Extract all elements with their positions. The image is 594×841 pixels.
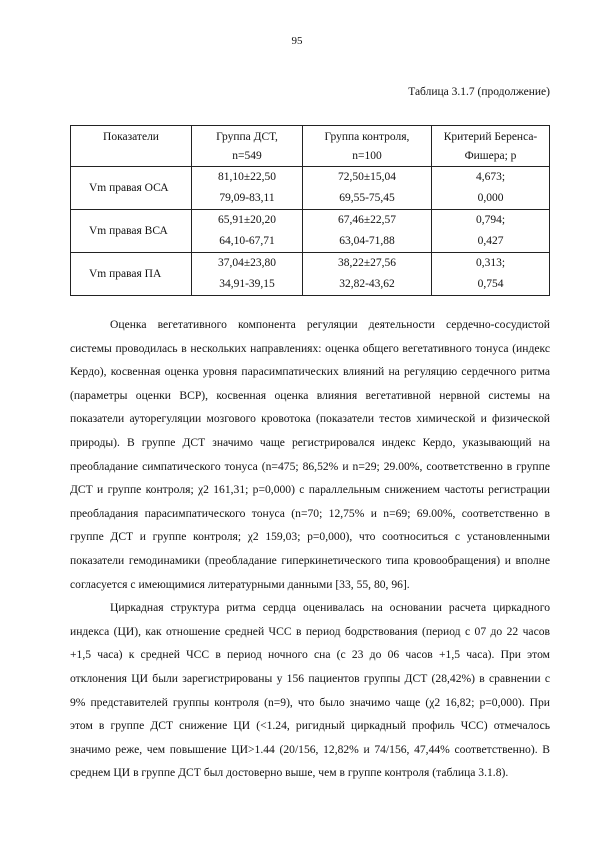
cell-control [303, 253, 432, 296]
page-number: 95 [291, 35, 303, 47]
cell-value: 32,82-43,62 [339, 278, 395, 290]
cell-value: 0,427 [477, 235, 504, 247]
table-caption: Таблица 3.1.7 (продолжение) [408, 86, 550, 98]
cell-value: 34,91-39,15 [219, 278, 275, 290]
cell-dst [192, 210, 303, 253]
column-header-indicators [71, 126, 192, 167]
cell-value: 0,000 [477, 192, 504, 204]
cell-value: 72,50±15,04 [337, 171, 397, 183]
cell-value: 0,313; [475, 257, 506, 269]
cell-value: 4,673; [475, 171, 506, 183]
cell-criterion [432, 210, 550, 253]
cell-value: 81,10±22,50 [217, 171, 277, 183]
column-header-line: Группа ДСТ, [216, 131, 278, 143]
column-header-line: n=100 [352, 150, 382, 162]
column-header-line: Группа контроля, [324, 131, 410, 143]
column-header-dst-group [192, 126, 303, 167]
column-header-criterion [432, 126, 550, 167]
cell-value: 64,10-67,71 [219, 235, 275, 247]
cell-criterion [432, 167, 550, 210]
cell-value: 38,22±27,56 [337, 257, 397, 269]
table-header-row [71, 126, 550, 167]
table-row [71, 210, 550, 253]
cell-value: 67,46±22,57 [337, 214, 397, 226]
row-label: Vm правая ПА [71, 253, 192, 296]
column-header-control-group [303, 126, 432, 167]
paragraph: Циркадная структура ритма сердца оценивалась на основании расчета циркадного индекса (ЦИ), как отношение средней ЧСС в период бодрствования (период с 07 до 22 часов +1,5 часа) к средней ЧСС в период ночного сна (с 23 до 06 часов +1,5 часа). При этом отклонения ЦИ были зарегистрированы у 156 пациентов группы ДСТ (28,42%) в сравнении с 9% представителей группы контроля (n=9), что было значимо чаще (χ2 16,82; p=0,000). При этом в группе ДСТ снижение ЦИ (<1.24, ригидный циркадный профиль ЧСС) отмечалось значимо реже, чем повышение ЦИ>1.44 (20/156, 12,82% и 74/156, 47,44% соответственно). В среднем ЦИ в группе ДСТ был достоверно выше, чем в группе контроля (таблица 3.1.8). [70, 601, 550, 780]
body-text [70, 313, 550, 785]
table-row [71, 167, 550, 210]
cell-value: 0,794; [475, 214, 506, 226]
data-table [70, 125, 550, 296]
cell-value: 63,04-71,88 [339, 235, 395, 247]
row-label: Vm правая ОСА [71, 167, 192, 210]
cell-value: 79,09-83,11 [219, 192, 275, 204]
column-header-line: Показатели [103, 131, 159, 143]
cell-dst [192, 167, 303, 210]
cell-value: 65,91±20,20 [217, 214, 277, 226]
cell-value: 0,754 [477, 278, 504, 290]
column-header-line: n=549 [232, 150, 262, 162]
cell-control [303, 210, 432, 253]
column-header-line: Фишера; p [464, 150, 517, 162]
column-header-line: Критерий Беренса- [443, 131, 538, 143]
cell-dst [192, 253, 303, 296]
cell-value: 37,04±23,80 [217, 257, 277, 269]
paragraph: Оценка вегетативного компонента регуляции деятельности сердечно-сосудистой системы проводилась в нескольких направлениях: оценка общего вегетативного тонуса (индекс Кердо), косвенная оценка уровня парасимпатических влияний на регуляцию сердечного ритма (параметры оценки ВСР), косвенная оценка влияния вегетативной нервной системы на показатели ауторегуляции мозгового кровотока (показатели тестов химической и физической природы). В группе ДСТ значимо чаще регистрировался индекс Кердо, указывающий на преобладание симпатического тонуса (n=475; 86,52% и n=29; 29.00%, соответственно в группе ДСТ и группе контроля; χ2 161,31; p=0,000) с параллельным снижением частоты регистрации преобладания парасимпатического тонуса (n=70; 12,75% и n=69; 69.00%, соответственно в группе ДСТ и группе контроля; χ2 159,03; p=0,000), что соотноситься с установленными показатели гемодинамики (преобладание гиперкинетического типа кровообращения) и вполне согласуется с имеющимися литературными данными [33, 55, 80, 96]. [70, 318, 550, 591]
cell-value: 69,55-75,45 [339, 192, 395, 204]
table-row [71, 253, 550, 296]
row-label: Vm правая ВСА [71, 210, 192, 253]
cell-criterion [432, 253, 550, 296]
cell-control [303, 167, 432, 210]
